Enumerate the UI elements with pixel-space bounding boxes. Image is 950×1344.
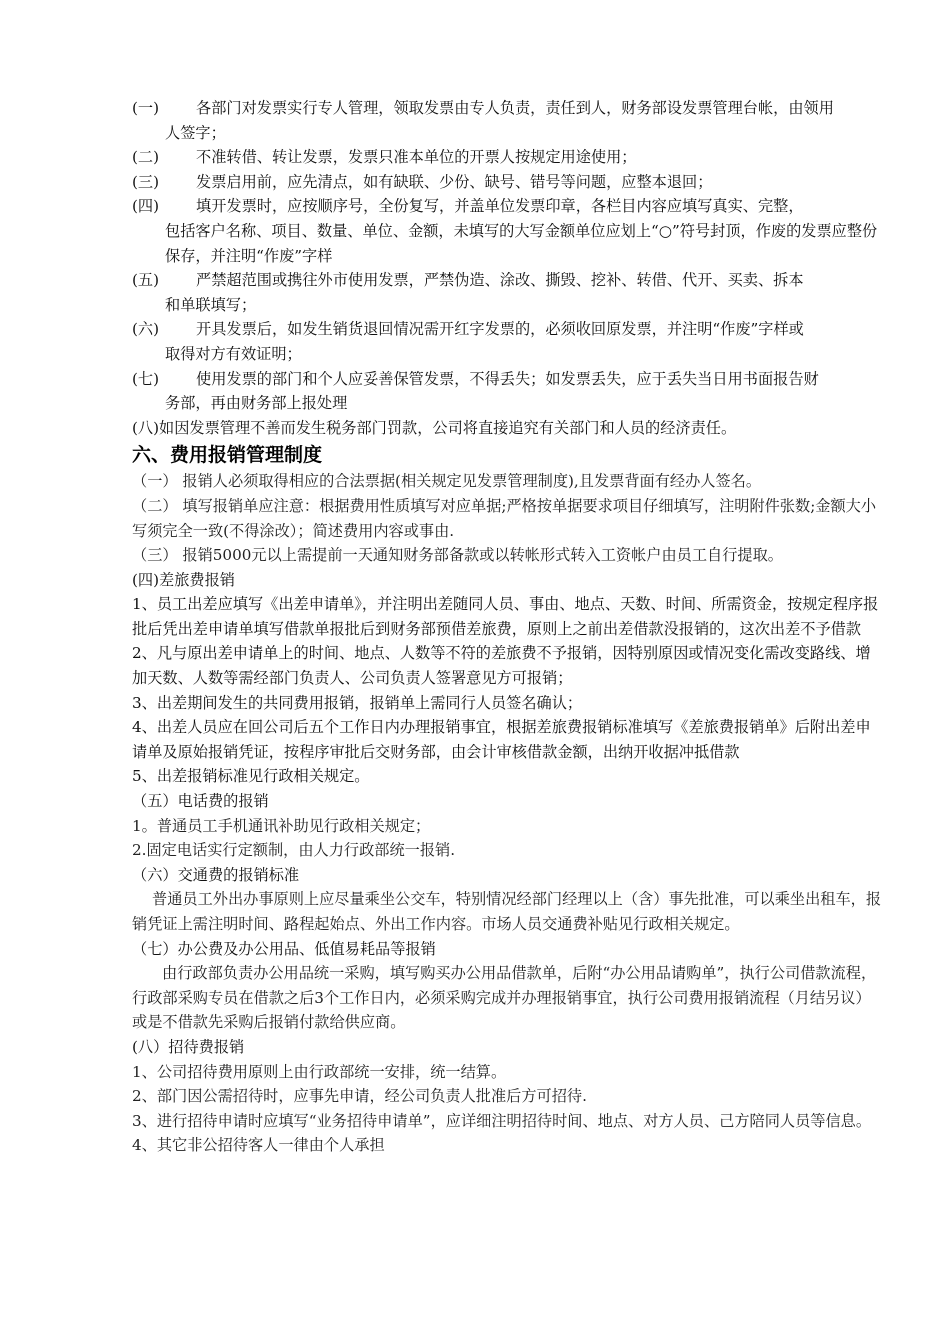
item-text-cont: 和单联填写； — [165, 295, 257, 314]
list-item — [132, 96, 884, 145]
list-item: 1、公司招待费用原则上由行政部统一安排，统一结算。 — [132, 1062, 507, 1081]
invoice-rule-8: (八)如因发票管理不善而发生税务部门罚款，公司将直接追究有关部门和人员的经济责任。 — [132, 418, 737, 437]
item-text: 填开发票时，应按顺序号，全份复写，并盖单位发票印章，各栏目内容应填写真实、完整， — [196, 197, 804, 216]
list-item — [132, 145, 884, 170]
document-page — [132, 96, 884, 1158]
list-item: 2.固定电话实行定额制，由人力行政部统一报销. — [132, 841, 456, 860]
item-text-cont: 人签字； — [165, 123, 226, 142]
list-item — [132, 317, 884, 366]
item-text-cont: 包括客户名称、项目、数量、单位、金额，未填写的大写金额单位应划上“○”符号封顶，作废的发票应整份保存，并注明“作废”字样 — [165, 221, 878, 265]
paragraph: （三） 报销5000元以上需提前一天通知财务部备款或以转帐形式转入工资帐户由员工自行提取。 — [132, 546, 783, 565]
item-number: (六) — [132, 320, 160, 339]
list-item: 1、员工出差应填写《出差申请单》，并注明出差随同人员、事由、地点、天数、时间、所需资金，按规定程序报批后凭出差申请单填写借款单报批后到财务部预借差旅费，原则上之前出差借款没报销的，这次出差不予借款 — [132, 595, 879, 638]
item-text: 使用发票的部门和个人应妥善保管发票，不得丢失；如发票丢失，应于丢失当日用书面报告财 — [196, 369, 819, 388]
item-number: (一) — [132, 99, 160, 117]
item-number: (七) — [132, 369, 160, 388]
item-text: 各部门对发票实行专人管理，领取发票由专人负责，责任到人，财务部设发票管理台帐，由领用 — [196, 99, 834, 117]
item-text: 发票启用前，应先清点，如有缺联、少份、缺号、错号等问题，应整本退回； — [196, 172, 713, 191]
list-item — [132, 194, 884, 268]
expense-section — [132, 469, 884, 1158]
subsection-title: （七）办公费及办公用品、低值易耗品等报销 — [132, 939, 436, 958]
invoice-rules-list — [132, 96, 884, 440]
item-number: (三) — [132, 172, 160, 191]
list-item: 4、出差人员应在回公司后五个工作日内办理报销事宜，根据差旅费报销标准填写《差旅费报销单》后附出差申请单及原始报销凭证，按程序审批后交财务部，由会计审核借款金额，出纳开收据冲抵借款 — [132, 718, 871, 761]
list-item: 3、进行招待申请时应填写“业务招待申请单”，应详细注明招待时间、地点、对方人员、己方陪同人员等信息。 — [132, 1111, 872, 1130]
subsection-title: （五）电话费的报销 — [132, 792, 269, 811]
subsection-title: （六）交通费的报销标准 — [132, 865, 300, 884]
section-title: 六、费用报销管理制度 — [132, 444, 323, 467]
item-number: (五) — [132, 271, 160, 290]
list-item: 4、其它非公招待客人一律由个人承担 — [132, 1136, 385, 1155]
list-item: 1。普通员工手机通讯补助见行政相关规定； — [132, 816, 431, 835]
item-text-cont: 务部，再由财务部上报处理 — [165, 394, 348, 413]
item-text: 不准转借、转让发票，发票只准本单位的开票人按规定用途使用； — [196, 148, 637, 167]
paragraph: 由行政部负责办公用品统一采购，填写购买办公用品借款单，后附“办公用品请购单”，执行公司借款流程，行政部采购专员在借款之后3个工作日内，必须采购完成并办理报销事宜，执行公司费用报销流程（月结另议）或是不借款先采购后报销付款给供应商。 — [132, 964, 877, 1032]
list-item — [132, 170, 884, 195]
item-text: 严禁超范围或携往外市使用发票，严禁伪造、涂改、撕毁、挖补、转借、代开、买卖、拆本 — [196, 271, 804, 290]
item-text: 开具发票后，如发生销货退回情况需开红字发票的，必须收回原发票，并注明“作废”字样或 — [196, 320, 804, 339]
list-item: 3、出差期间发生的共同费用报销，报销单上需同行人员签名确认； — [132, 693, 583, 712]
subsection-title: (八）招待费报销 — [132, 1037, 245, 1056]
paragraph: 普通员工外出办事原则上应尽量乘坐公交车，特别情况经部门经理以上（含）事先批准，可以乘坐出租车，报销凭证上需注明时间、路程起始点、外出工作内容。市场人员交通费补贴见行政相关规定。 — [132, 890, 881, 933]
paragraph: （一） 报销人必须取得相应的合法票据(相关规定见发票管理制度),且发票背面有经办人签名。 — [132, 472, 762, 491]
item-number: (二) — [132, 148, 160, 167]
list-item: 2、部门因公需招待时，应事先申请，经公司负责人批准后方可招待. — [132, 1087, 587, 1106]
list-item — [132, 268, 884, 317]
item-number: (四) — [132, 197, 160, 216]
list-item — [132, 367, 884, 416]
subsection-title: (四)差旅费报销 — [132, 570, 235, 589]
paragraph: （二） 填写报销单应注意：根据费用性质填写对应单据;严格按单据要求项目仔细填写，注明附件张数;金额大小写须完全一致(不得涂改）；简述费用内容或事由. — [132, 496, 877, 540]
item-text-cont: 取得对方有效证明； — [165, 344, 302, 363]
list-item: 2、凡与原出差申请单上的时间、地点、人数等不符的差旅费不予报销，因特别原因或情况变化需改变路线、增加天数、人数等需经部门负责人、公司负责人签署意见方可报销； — [132, 644, 871, 688]
list-item: 5、出差报销标准见行政相关规定。 — [132, 767, 370, 786]
